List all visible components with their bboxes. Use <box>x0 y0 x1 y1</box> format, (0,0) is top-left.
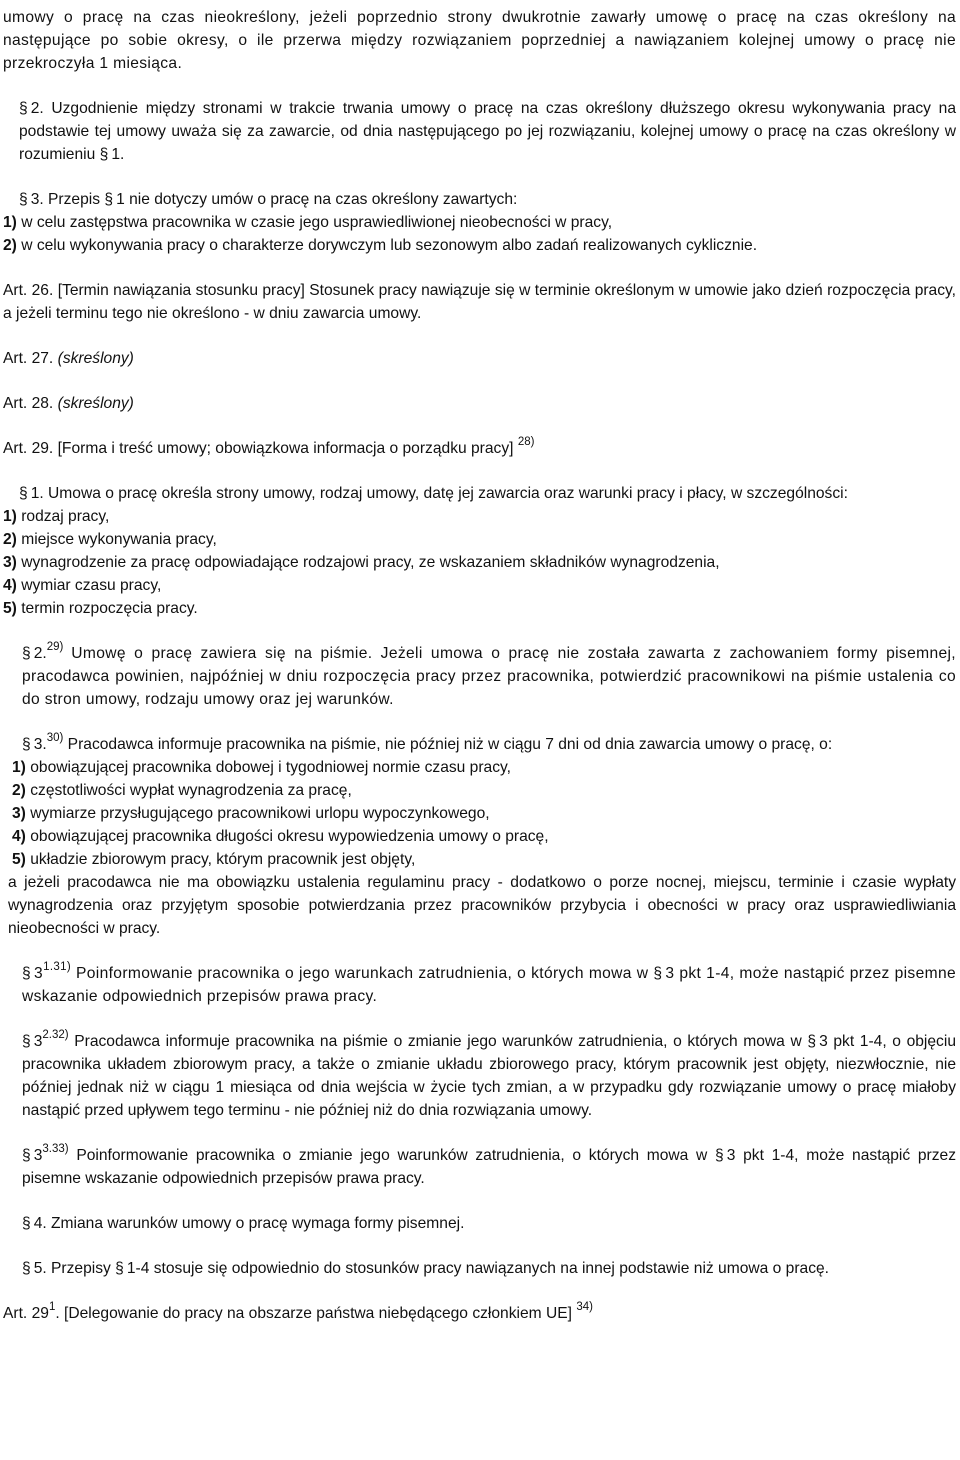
section-sign: § <box>653 965 663 982</box>
section-sign: § <box>22 645 31 662</box>
article-29-s4: § 4. Zmiana warunków umowy o pracę wymaga formy pisemnej. <box>22 1215 465 1232</box>
section-sign: § <box>19 485 28 502</box>
list-item: 1) w celu zastępstwa pracownika w czasie jego usprawiedliwionej nieobecności w pracy, <box>3 214 613 231</box>
section-sign: § <box>22 1260 31 1277</box>
section-sign: § <box>104 191 114 208</box>
list-item: 1) obowiązującej pracownika dobowej i tygodniowej normie czasu pracy, <box>12 759 511 776</box>
list-item: 3) wymiarze przysługującego pracownikowi urlopu wypoczynkowego, <box>12 805 490 822</box>
list-item: 5) układzie zbiorowym pracy, którym pracownik jest objęty, <box>12 851 416 868</box>
list-item: 2) miejsce wykonywania pracy, <box>3 531 217 548</box>
section-sign: § <box>715 1147 724 1164</box>
section-sign: § <box>22 1215 31 1232</box>
s3-lead: 3. Przepis <box>30 191 101 208</box>
list-item: 1) rodzaj pracy, <box>3 508 110 525</box>
article-29-s3-1: § $3^{1.31)}$ Poinformowanie pracownika o jego warunkach zatrudnienia, o których mowa w § 3 pkt 1-4, może nastąpić przez pisemne wskazanie odpowiednich przepisów prawa pracy. <box>22 960 956 1005</box>
section-sign: § <box>19 191 28 208</box>
article-29-s5: § 5. Przepisy § 1-4 stosuje się odpowiednio do stosunków pracy nawiązanych na innej podstawie niż umowa o pracę. <box>22 1260 829 1277</box>
article-29-s2: § 2.$^{29)}$ Umowę o pracę zawiera się na piśmie. Jeżeli umowa o pracę nie została zawarta z zachowaniem formy pisemnej, pracodawca powinien, najpóźniej w dniu rozpoczęcia pracy przez pracownika, potwierdzić pracownikowi na piśmie ustalenia co do stron umowy, rodzaju umowy oraz jej warunków. <box>22 640 956 708</box>
article-27: Art. 27. (skreślony) <box>3 350 134 367</box>
article-26: Art. 26. [Termin nawiązania stosunku pracy] Stosunek pracy nawiązuje się w terminie określonym w umowie jako dzień rozpoczęcia pracy, a jeżeli terminu tego nie określono - w dniu zawarcia umowy. <box>3 282 956 322</box>
article-29-s3: § 3.$^{30)}$ Pracodawca informuje pracownika na piśmie, nie później niż w ciągu 7 dni od dnia zawarcia umowy o pracę, o: 1) obowiązującej pracownika dobowej i tygodniowej normie czasu pracy, 2) częstotliwości wypłat wynagrodzenia za pracę, 3) wymiarze przysługującego pracownikowi urlopu wypoczynkowego, 4) obowiązującej pracownika długości okresu wypowiedzenia umowy o pracę, 5) układzie zbiorowym pracy, którym pracownik jest objęty, a jeżeli pracodawca nie ma obowiązku ustalenia regulaminu pracy - dodatkowo o porze nocnej, miejscu, terminie i czasie wypłaty wynagrodzenia oraz przyjętym sposobie potwierdzania przez pracowników przybycia i obecności w pracy oraz usprawiedliwiania nieobecności w pracy. <box>3 733 956 940</box>
article-29-heading: Art. 29. [Forma i treść umowy; obowiązkowa informacja o porządku pracy] $^{28)}$ <box>3 435 535 457</box>
s3-text: 1 nie dotyczy umów o pracę na czas określony zawartych: <box>116 191 518 208</box>
section-sign: § <box>22 1033 31 1050</box>
list-item: 5) termin rozpoczęcia pracy. <box>3 600 198 617</box>
section-sign: § <box>807 1033 817 1050</box>
list-item: 3) wynagrodzenie za pracę odpowiadające rodzajowi pracy, ze wskazaniem składników wynagrodzenia, <box>3 554 720 571</box>
article-29-s3-3: § $3^{3.33)}$ Poinformowanie pracownika o zmianie jego warunków zatrudnienia, o których mowa w § 3 pkt 1-4, może nastąpić przez pisemne wskazanie odpowiednich przepisów prawa pracy. <box>22 1142 956 1187</box>
article-29-s1: § 1. Umowa o pracę określa strony umowy, rodzaj umowy, datę jej zawarcia oraz warunki pracy i płacy, w szczególności: 1) rodzaj pracy, 2) miejsce wykonywania pracy, 3) wynagrodzenie za pracę odpowiadające rodzajowi pracy, ze wskazaniem składników wynagrodzenia, 4) wymiar czasu pracy, 5) termin rozpoczęcia pracy. <box>3 482 956 620</box>
list-item: 2) częstotliwości wypłat wynagrodzenia za pracę, <box>12 782 352 799</box>
article-29-s3-2: § $3^{2.32)}$ Pracodawca informuje pracownika na piśmie o zmianie jego warunków zatrudnienia, o których mowa w § 3 pkt 1-4, o objęciu pracownika układem zbiorowym pracy, a także o zmianie układu zbiorowego pracy, którym pracownik jest objęty, niezwłocznie, nie później jednak niż w ciągu 1 miesiąca od dnia wejścia w życie tych zmian, a w przypadku gdy rozwiązanie umowy o pracę miałoby nastąpić przed upływem tego terminu - nie później niż do dnia rozwiązania umowy. <box>22 1028 956 1119</box>
section-sign: § <box>115 1260 124 1277</box>
paragraph-intro: umowy o pracę na czas nieokreślony, jeżeli poprzednio strony dwukrotnie zawarły umowę o pracę na czas określony na następujące po sobie okresy, o ile przerwa między rozwiązaniem poprzedniej a nawiązaniem kolejnej umowy o pracę nie przekroczyła 1 miesiąca. <box>3 9 956 72</box>
paragraph-s2 <box>3 97 956 166</box>
s2-text: 2. Uzgodnienie między stronami w trakcie trwania umowy o pracę na czas określony dłuższego okresu wykonywania pracy na podstawie tej umowy uważa się za zawarcie, od dnia następującego po jej rozwiązaniu, kolejnej umowy o pracę na czas określony w rozumieniu <box>19 100 956 163</box>
section-sign: § <box>99 146 109 163</box>
article-28: Art. 28. (skreślony) <box>3 395 134 412</box>
article-29-s3-tail: a jeżeli pracodawca nie ma obowiązku ustalenia regulaminu pracy - dodatkowo o porze nocnej, miejscu, terminie i czasie wypłaty wynagrodzenia oraz przyjętym sposobie potwierdzania przez pracowników przybycia i obecności w pracy oraz usprawiedliwiania nieobecności w pracy. <box>8 874 956 937</box>
list-item: 4) obowiązującej pracownika długości okresu wypowiedzenia umowy o pracę, <box>12 828 549 845</box>
list-item: 4) wymiar czasu pracy, <box>3 577 162 594</box>
paragraph-s3 <box>3 188 956 257</box>
section-sign: § <box>19 100 28 117</box>
article-29-1-heading: Art. $29^1$. [Delegowanie do pracy na obszarze państwa niebędącego członkiem UE] $^{34)}$ <box>3 1300 593 1322</box>
list-item: 2) w celu wykonywania pracy o charakterze dorywczym lub sezonowym albo zadań realizowanych cyklicznie. <box>3 237 758 254</box>
section-sign: § <box>22 965 32 982</box>
s2-tail: 1. <box>111 146 125 163</box>
section-sign: § <box>22 1147 31 1164</box>
section-sign: § <box>22 736 31 753</box>
